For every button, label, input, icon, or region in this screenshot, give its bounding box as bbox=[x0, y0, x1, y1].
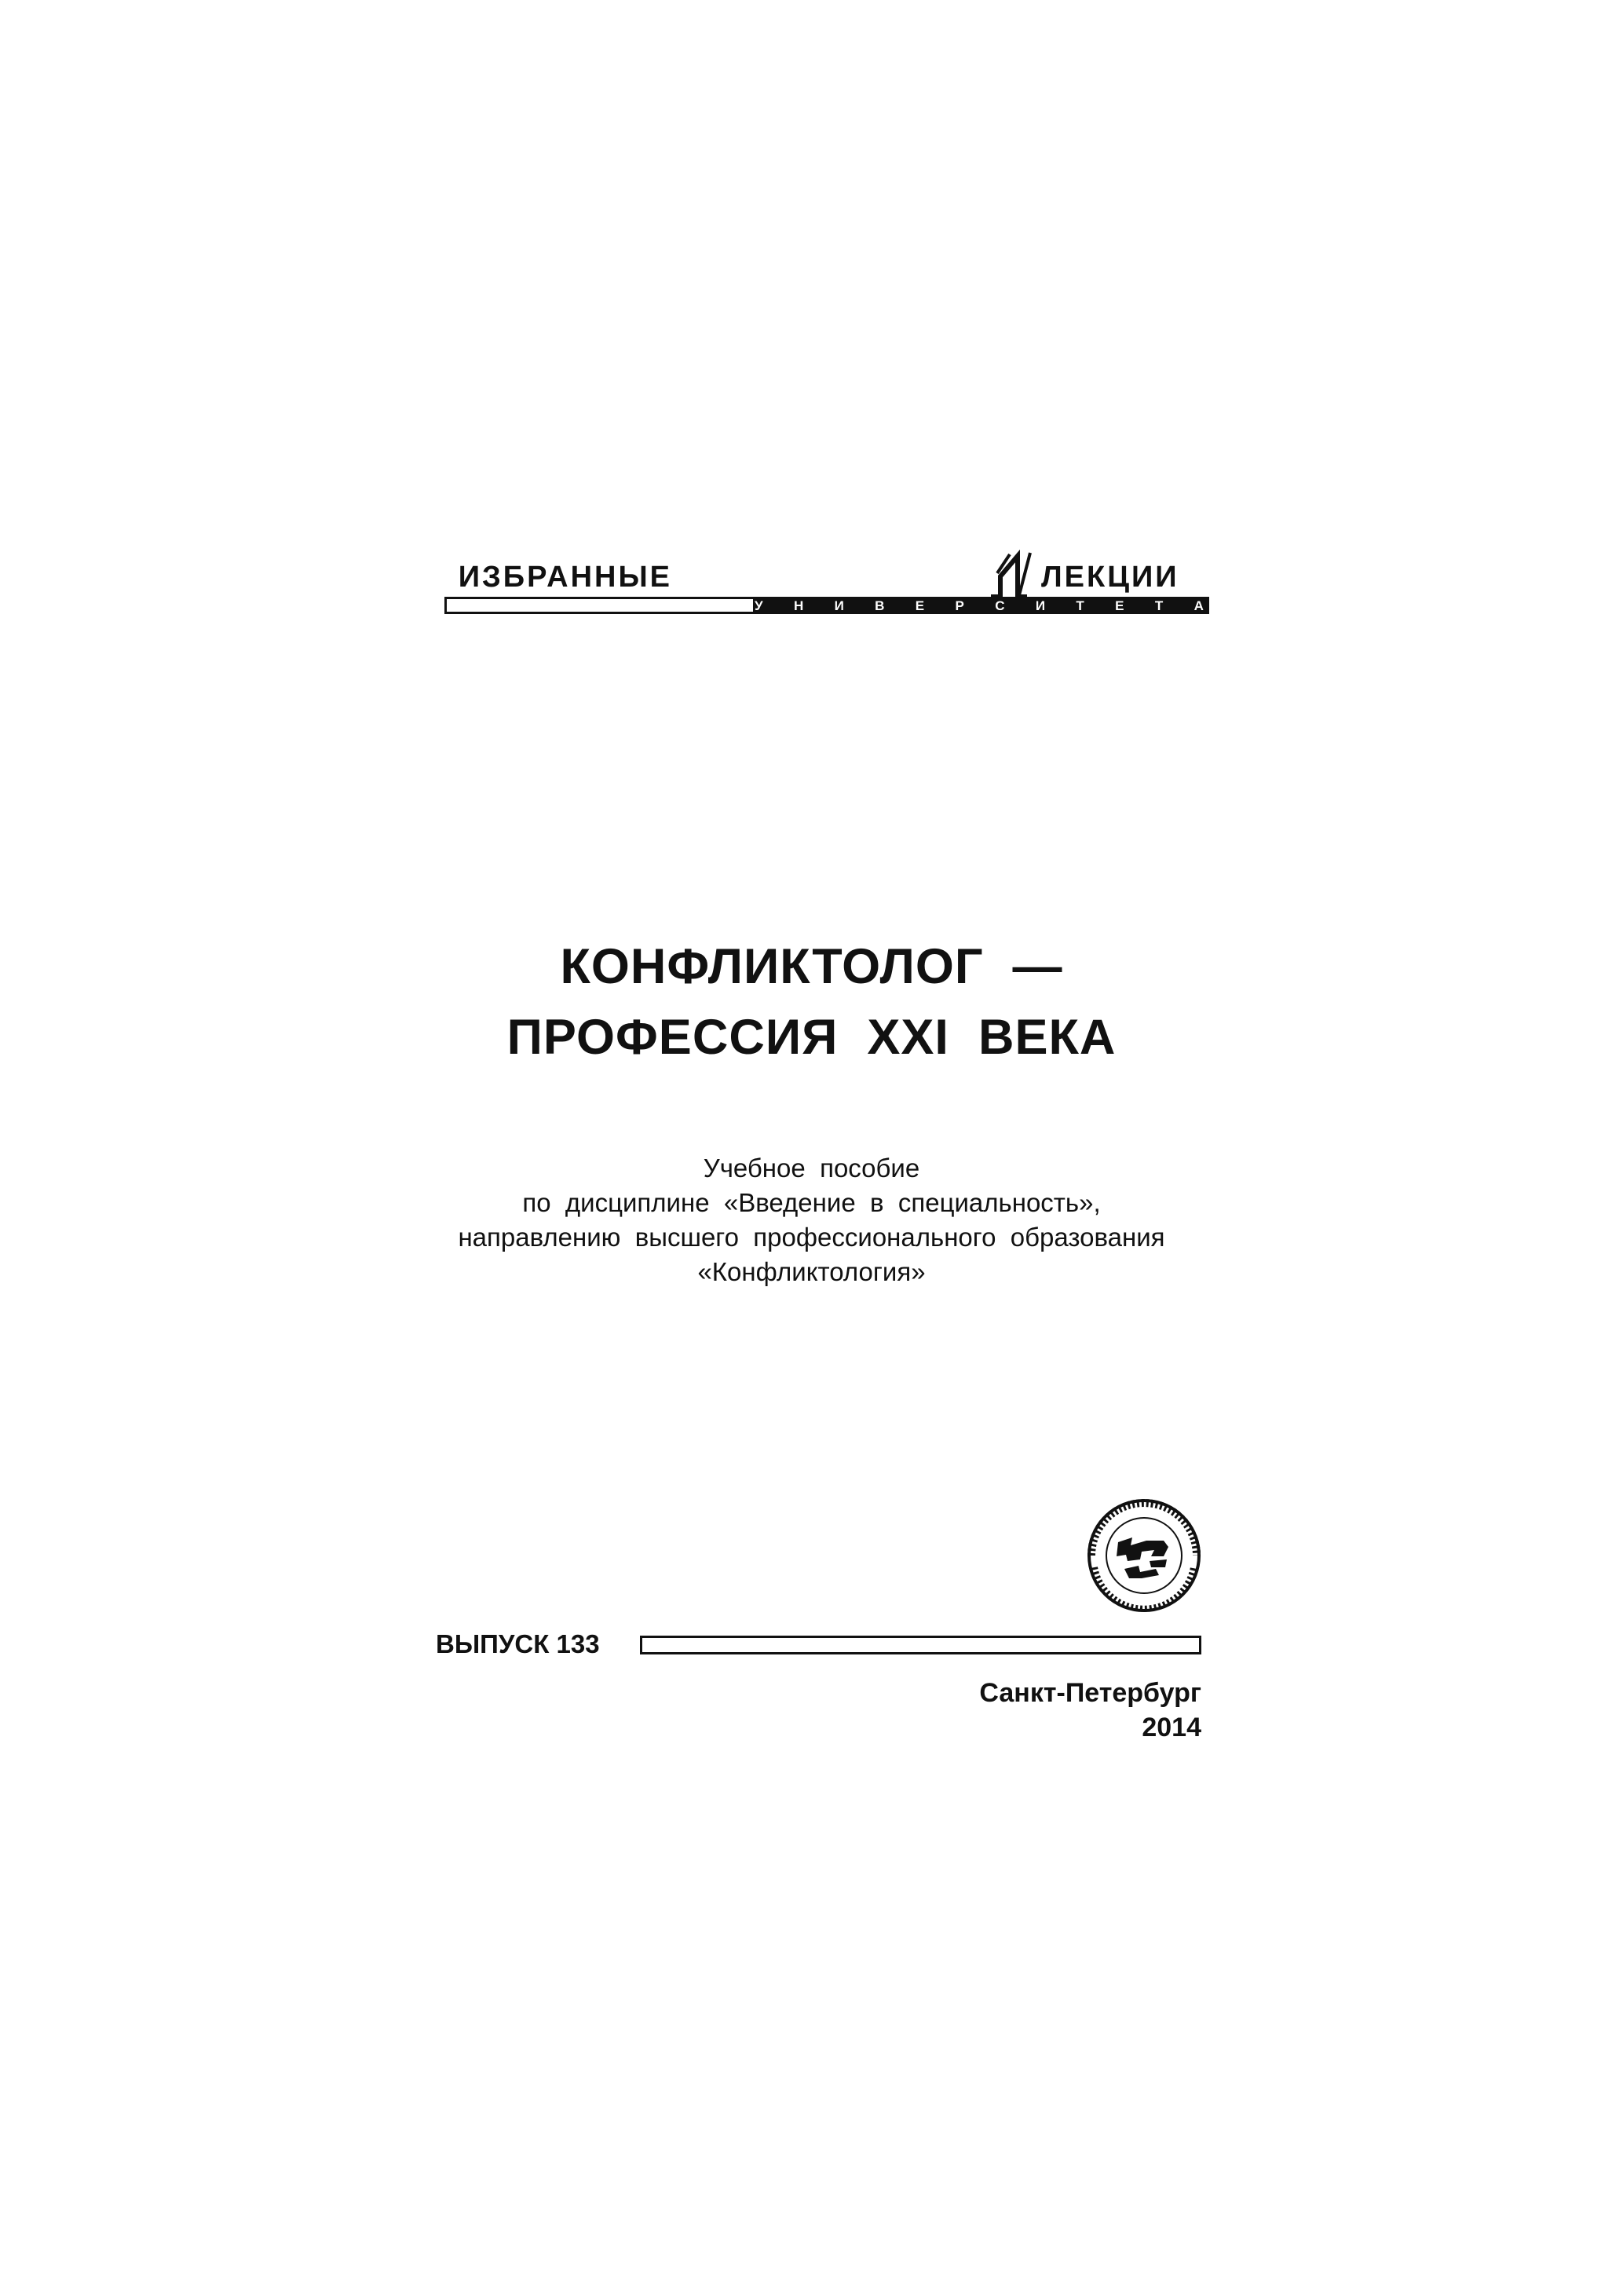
imprint-city: Санкт-Петербург bbox=[979, 1678, 1201, 1708]
series-subtitle-letter: Р bbox=[955, 598, 964, 613]
series-subtitle-letter: И bbox=[1035, 598, 1046, 613]
series-subtitle-letter: И bbox=[834, 598, 844, 613]
description-line-4: «Конфликтология» bbox=[697, 1257, 926, 1286]
description-line-3: направлению высшего профессионального образования bbox=[458, 1223, 1165, 1252]
series-subtitle-letter: Т bbox=[1076, 598, 1084, 613]
book-description bbox=[0, 1151, 1623, 1289]
description-line-2: по дисциплине «Введение в специальность», bbox=[522, 1188, 1101, 1217]
book-title bbox=[0, 931, 1623, 1073]
description-line-1: Учебное пособие bbox=[703, 1153, 920, 1183]
book-title-line-1: КОНФЛИКТОЛОГ — bbox=[560, 939, 1063, 994]
series-subtitle-letter: Е bbox=[915, 598, 925, 613]
series-subtitle-letter: Т bbox=[1154, 598, 1164, 613]
series-subtitle-letter: У bbox=[755, 598, 763, 613]
series-title-left: ИЗБРАННЫЕ bbox=[458, 561, 672, 594]
series-subtitle-letter: В bbox=[875, 598, 885, 613]
series-subtitle-letter: Н bbox=[793, 598, 804, 613]
issue-label: ВЫПУСК 133 bbox=[436, 1629, 600, 1658]
series-header bbox=[444, 550, 1214, 622]
book-title-line-2: ПРОФЕССИЯ XXI ВЕКА bbox=[506, 1010, 1117, 1065]
series-subtitle-letter: А bbox=[1193, 598, 1204, 613]
imprint bbox=[979, 1676, 1201, 1745]
issue-bar bbox=[640, 1636, 1201, 1654]
series-subtitle bbox=[755, 598, 1204, 614]
series-title-right: ЛЕКЦИИ bbox=[1041, 561, 1179, 594]
series-bar bbox=[444, 597, 1209, 614]
series-monogram-icon bbox=[986, 550, 1036, 601]
imprint-year: 2014 bbox=[1142, 1713, 1201, 1742]
series-subtitle-letter: С bbox=[995, 598, 1005, 613]
university-seal-icon bbox=[1085, 1497, 1203, 1614]
series-subtitle-letter: Е bbox=[1115, 598, 1124, 613]
